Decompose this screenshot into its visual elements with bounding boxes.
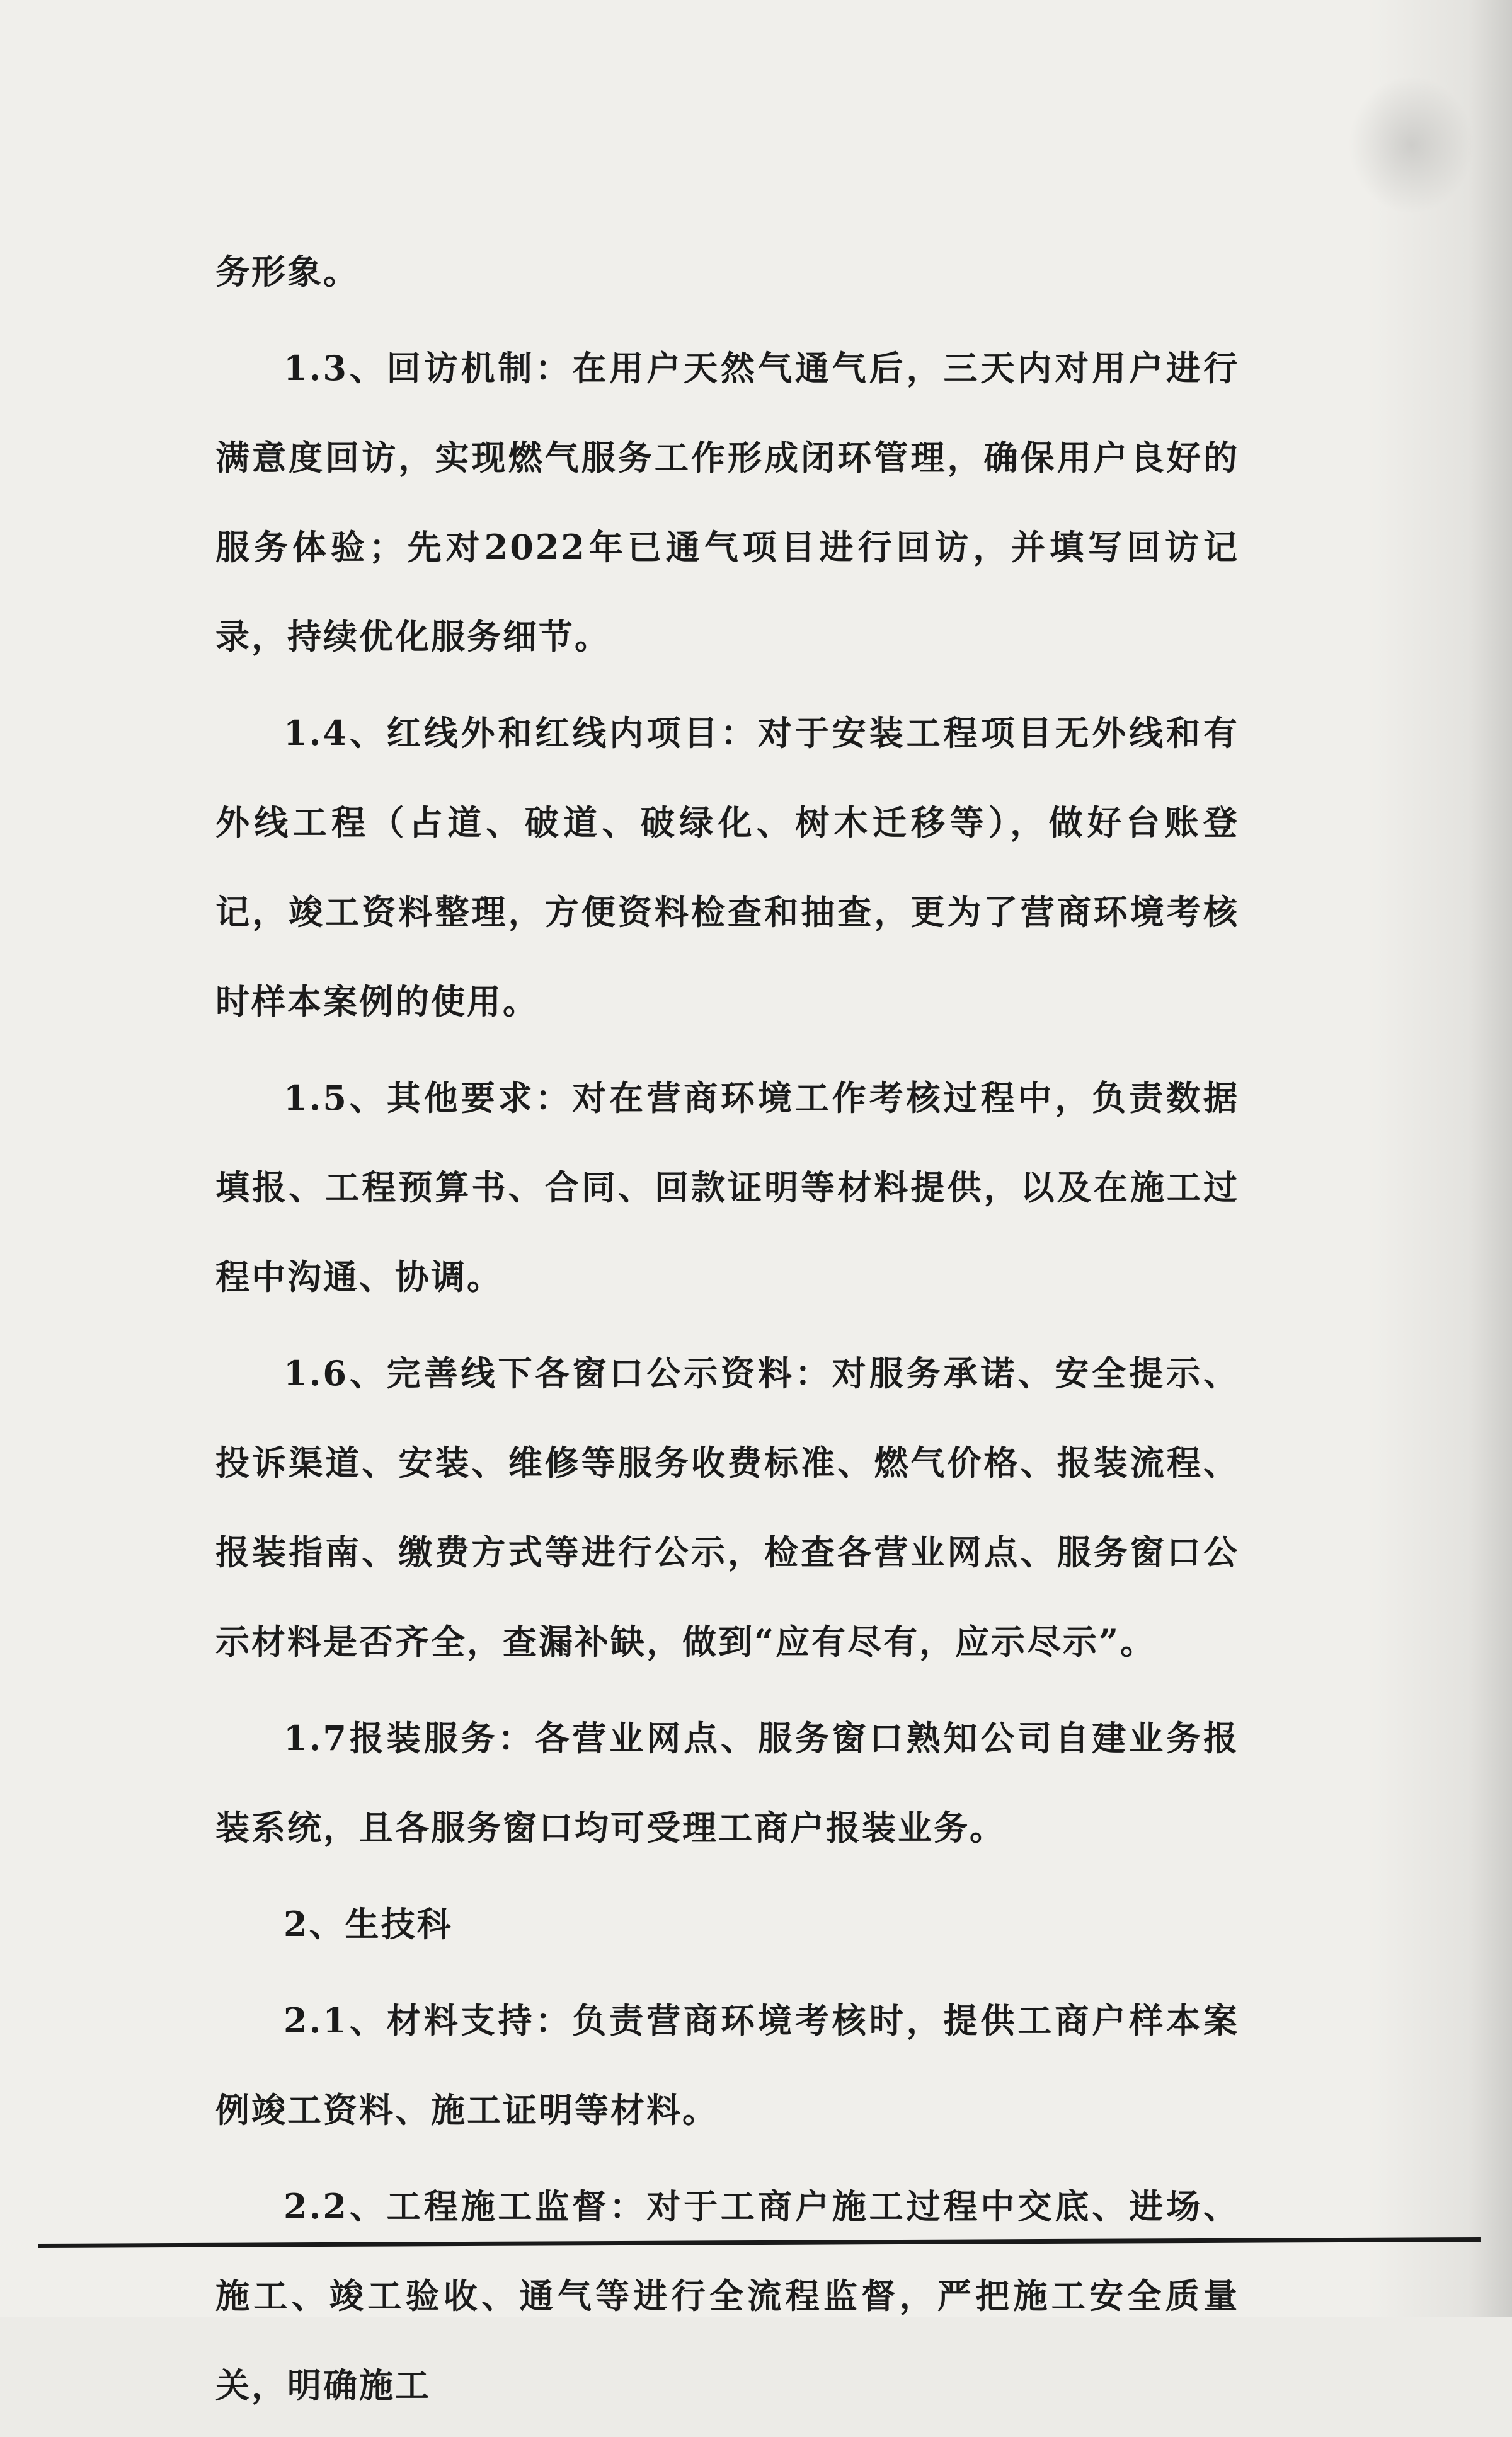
paragraph-1-6-window-disclosure: 1.6、完善线下各窗口公示资料：对服务承诺、安全提示、投诉渠道、安装、维修等服务收费标准、燃气价格、报装流程、报装指南、缴费方式等进行公示，检查各营业网点、服务窗口公示材料是否齐全，查漏补缺，做到“应有尽有，应示尽示”。 — [215, 1353, 1239, 1662]
paragraph-1-5-other-requirements: 1.5、其他要求：对在营商环境工作考核过程中，负责数据填报、工程预算书、合同、回款证明等材料提供，以及在施工过程中沟通、协调。 — [215, 1078, 1239, 1297]
paragraph-1-3-follow-up: 1.3、回访机制：在用户天然气通气后，三天内对用户进行满意度回访，实现燃气服务工作形成闭环管理，确保用户良好的服务体验；先对2022年已通气项目进行回访，并填写回访记录，持续优化服务细节。 — [215, 348, 1239, 657]
paragraph-2-2-construction-supervision: 2.2、工程施工监督：对于工商户施工过程中交底、进场、施工、竣工验收、通气等进行全流程监督，严把施工安全质量关，明确施工 — [215, 2186, 1239, 2405]
paragraph-2-1-material-support: 2.1、材料支持：负责营商环境考核时，提供工商户样本案例竣工资料、施工证明等材料。 — [215, 2000, 1239, 2130]
paragraph-1-7-installation-service: 1.7报装服务：各营业网点、服务窗口熟知公司自建业务报装系统，且各服务窗口均可受理工商户报装业务。 — [215, 1718, 1239, 1848]
paragraph-continuation: 务形象。 — [215, 251, 359, 292]
scan-smudge — [1348, 76, 1474, 214]
scan-shadow — [1367, 0, 1512, 2317]
section-heading-2: 2、生技科 — [284, 1904, 453, 1944]
document-body — [215, 227, 1239, 2437]
paragraph-1-4-red-line-projects: 1.4、红线外和红线内项目：对于安装工程项目无外线和有外线工程（占道、破道、破绿化、树木迁移等），做好台账登记，竣工资料整理，方便资料检查和抽查，更为了营商环境考核时样本案例的使用。 — [215, 713, 1239, 1022]
